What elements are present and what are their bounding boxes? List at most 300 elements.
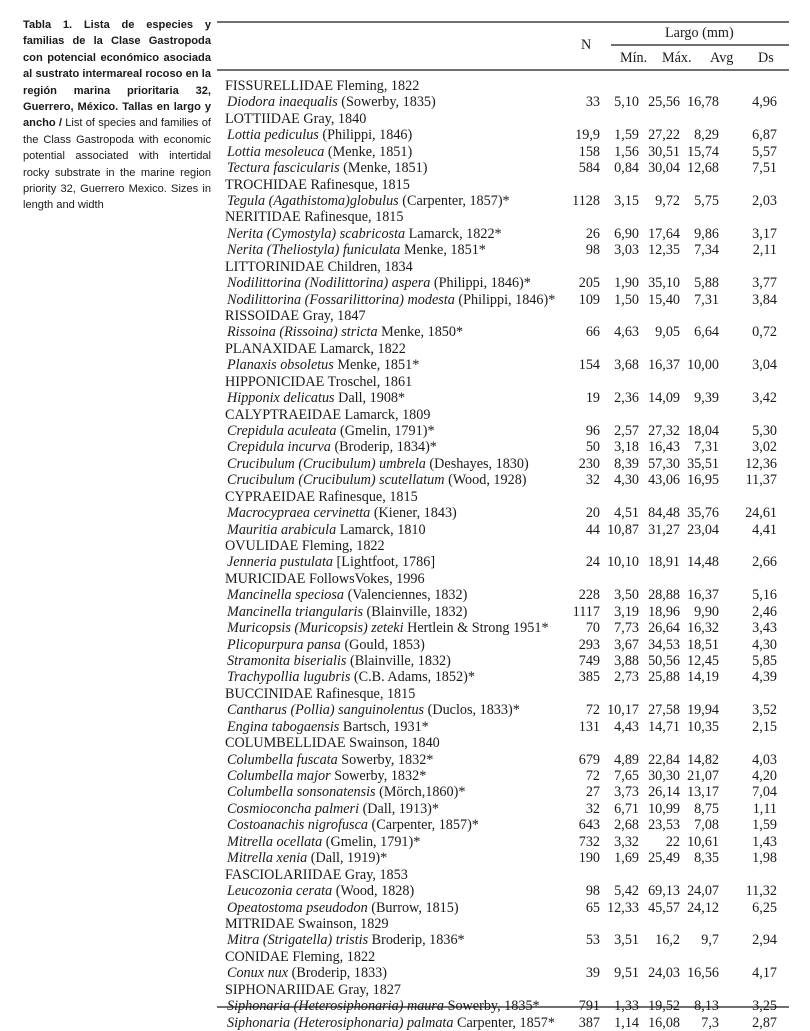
cell-ds: 3,02 xyxy=(752,439,777,456)
species-binomial: Mitrella ocellata xyxy=(227,833,323,850)
cell-max: 45,57 xyxy=(648,899,680,916)
cell-n: 27 xyxy=(585,784,600,801)
species-binomial: Nerita (Theliostyla) funiculata xyxy=(227,242,401,259)
cell-min: 1,56 xyxy=(614,143,639,160)
cell-max: 43,06 xyxy=(648,472,680,489)
cell-ds: 2,94 xyxy=(752,932,777,949)
cell-max: 69,13 xyxy=(648,883,680,900)
family-name: PLANAXIDAE Lamarck, 1822 xyxy=(225,340,406,357)
species-authority: Menke, 1851* xyxy=(400,242,486,259)
species-binomial: Crepidula incurva xyxy=(227,439,331,456)
cell-max: 16,08 xyxy=(648,1014,680,1031)
cell-min: 7,65 xyxy=(614,768,639,785)
cell-min: 3,32 xyxy=(614,833,639,850)
species-name xyxy=(227,275,531,291)
species-authority: (Mörch,1860)* xyxy=(375,784,466,801)
cell-avg: 13,17 xyxy=(687,784,719,801)
family-row xyxy=(217,341,789,357)
cell-avg: 8,75 xyxy=(694,800,719,817)
species-binomial: Nodilittorina (Fossarilittorina) modesta xyxy=(227,291,455,308)
species-name xyxy=(227,604,467,620)
cell-max: 10,99 xyxy=(648,800,680,817)
species-authority: (Broderip, 1834)* xyxy=(330,439,437,456)
species-row xyxy=(217,653,789,669)
cell-min: 3,73 xyxy=(614,784,639,801)
species-row xyxy=(217,242,789,258)
species-name xyxy=(227,834,420,850)
cell-avg: 7,08 xyxy=(694,817,719,834)
species-binomial: Siphonaria (Heterosiphonaria) maura xyxy=(227,998,445,1015)
cell-avg: 24,12 xyxy=(687,899,719,916)
family-row xyxy=(217,735,789,751)
cell-max: 26,14 xyxy=(648,784,680,801)
family-name: COLUMBELLIDAE Swainson, 1840 xyxy=(225,735,440,752)
cell-ds: 4,20 xyxy=(752,768,777,785)
cell-min: 6,90 xyxy=(614,225,639,242)
cell-ds: 6,87 xyxy=(752,127,777,144)
species-binomial: Lottia pediculus xyxy=(227,127,319,144)
cell-ds: 2,03 xyxy=(752,193,777,209)
cell-max: 27,32 xyxy=(648,423,680,440)
cell-max: 22,84 xyxy=(648,751,680,768)
cell-n: 66 xyxy=(585,324,600,341)
cell-avg: 8,29 xyxy=(694,127,719,144)
family-name: CYPRAEIDAE Rafinesque, 1815 xyxy=(225,488,418,505)
cell-n: 98 xyxy=(585,242,600,259)
cell-min: 1,50 xyxy=(614,291,639,308)
family-name: HIPPONICIDAE Troschel, 1861 xyxy=(225,373,413,390)
species-binomial: Hipponix delicatus xyxy=(227,390,335,407)
family-row xyxy=(217,489,789,505)
cell-ds: 3,52 xyxy=(752,702,777,719)
cell-n: 33 xyxy=(585,94,600,111)
cell-ds: 5,85 xyxy=(752,653,777,670)
header-min: Mín. xyxy=(620,50,648,66)
species-row xyxy=(217,127,789,143)
species-binomial: Plicopurpura pansa xyxy=(227,636,341,653)
cell-avg: 18,51 xyxy=(687,636,719,653)
species-name xyxy=(227,817,479,833)
cell-avg: 6,64 xyxy=(694,324,719,341)
species-name xyxy=(227,357,419,373)
cell-avg: 9,39 xyxy=(694,390,719,407)
species-binomial: Columbella major xyxy=(227,768,331,785)
table-top-rule xyxy=(217,21,789,23)
cell-ds: 5,57 xyxy=(752,143,777,160)
header-avg: Avg xyxy=(710,50,734,66)
species-binomial: Cosmioconcha palmeri xyxy=(227,800,360,817)
cell-n: 158 xyxy=(578,143,600,160)
cell-avg: 5,75 xyxy=(694,193,719,209)
species-row xyxy=(217,144,789,160)
cell-n: 24 xyxy=(585,554,600,571)
species-binomial: Muricopsis (Muricopsis) zeteki xyxy=(227,620,404,637)
species-name xyxy=(227,932,465,948)
species-binomial: Tegula (Agathistoma)globulus xyxy=(227,193,399,209)
species-name xyxy=(227,456,529,472)
cell-avg: 10,61 xyxy=(687,833,719,850)
cell-n: 131 xyxy=(578,718,600,735)
species-authority: (Philippi, 1846)* xyxy=(454,291,556,308)
species-authority: (Philippi, 1846) xyxy=(318,127,413,144)
cell-min: 10,87 xyxy=(607,521,639,538)
family-name: FISSURELLIDAE Fleming, 1822 xyxy=(225,78,420,94)
cell-avg: 16,56 xyxy=(687,965,719,982)
cell-n: 293 xyxy=(578,636,600,653)
cell-min: 4,51 xyxy=(614,505,639,522)
species-authority: (Philippi, 1846)* xyxy=(430,275,531,292)
species-authority: (Dall, 1919)* xyxy=(307,850,388,867)
cell-max: 18,91 xyxy=(648,554,680,571)
species-authority: Lamarck, 1810 xyxy=(336,521,426,538)
species-name xyxy=(227,472,527,488)
species-binomial: Leucozonia cerata xyxy=(227,883,333,900)
cell-min: 4,63 xyxy=(614,324,639,341)
species-authority: (Blainville, 1832) xyxy=(346,653,451,670)
species-row xyxy=(217,637,789,653)
cell-ds: 3,25 xyxy=(752,998,777,1015)
cell-ds: 12,36 xyxy=(745,455,777,472)
cell-max: 26,64 xyxy=(648,620,680,637)
cell-ds: 3,42 xyxy=(752,390,777,407)
species-row xyxy=(217,292,789,308)
cell-avg: 7,34 xyxy=(694,242,719,259)
species-binomial: Cantharus (Pollia) sanguinolentus xyxy=(227,702,425,719)
species-binomial: Costoanachis nigrofusca xyxy=(227,817,368,834)
cell-n: 96 xyxy=(585,423,600,440)
cell-avg: 10,00 xyxy=(687,357,719,374)
cell-avg: 18,04 xyxy=(687,423,719,440)
species-name xyxy=(227,324,463,340)
cell-avg: 9,90 xyxy=(694,603,719,620)
species-name xyxy=(227,423,435,439)
family-row xyxy=(217,78,789,94)
cell-max: 57,30 xyxy=(648,455,680,472)
species-authority: (Broderip, 1833) xyxy=(288,965,387,982)
cell-ds: 2,66 xyxy=(752,554,777,571)
family-name: CONIDAE Fleming, 1822 xyxy=(225,948,376,965)
species-binomial: Trachypollia lugubris xyxy=(227,669,351,686)
family-row xyxy=(217,259,789,275)
cell-max: 25,49 xyxy=(648,850,680,867)
species-row xyxy=(217,193,789,209)
species-row xyxy=(217,226,789,242)
cell-max: 14,71 xyxy=(648,718,680,735)
cell-min: 1,14 xyxy=(614,1014,639,1031)
header-max: Máx. xyxy=(662,50,692,66)
cell-max: 30,51 xyxy=(648,143,680,160)
species-row xyxy=(217,554,789,570)
species-authority: (Gmelin, 1791)* xyxy=(322,833,421,850)
cell-max: 30,30 xyxy=(648,768,680,785)
cell-min: 7,73 xyxy=(614,620,639,637)
species-row xyxy=(217,604,789,620)
cell-avg: 35,51 xyxy=(687,455,719,472)
species-authority: Sowerby, 1835* xyxy=(444,998,540,1015)
family-row xyxy=(217,982,789,998)
species-name xyxy=(227,900,459,916)
species-row xyxy=(217,472,789,488)
cell-avg: 23,04 xyxy=(687,521,719,538)
species-authority: Sowerby, 1832* xyxy=(330,768,427,785)
cell-n: 1128 xyxy=(572,193,600,209)
species-name xyxy=(227,587,467,603)
species-binomial: Engina tabogaensis xyxy=(227,718,340,735)
species-binomial: Mitrella xenia xyxy=(227,850,308,867)
cell-min: 1,69 xyxy=(614,850,639,867)
species-row xyxy=(217,522,789,538)
cell-min: 4,89 xyxy=(614,751,639,768)
species-row xyxy=(217,801,789,817)
cell-n: 385 xyxy=(578,669,600,686)
cell-ds: 3,04 xyxy=(752,357,777,374)
cell-max: 18,96 xyxy=(648,603,680,620)
cell-ds: 0,72 xyxy=(752,324,777,341)
cell-max: 30,04 xyxy=(648,160,680,177)
cell-avg: 10,35 xyxy=(687,718,719,735)
family-row xyxy=(217,867,789,883)
species-name xyxy=(227,669,475,685)
cell-ds: 5,16 xyxy=(752,587,777,604)
cell-n: 72 xyxy=(585,702,600,719)
cell-ds: 4,41 xyxy=(752,521,777,538)
cell-ds: 3,77 xyxy=(752,275,777,292)
family-name: TROCHIDAE Rafinesque, 1815 xyxy=(225,176,410,193)
cell-max: 9,72 xyxy=(655,193,680,209)
cell-n: 39 xyxy=(585,965,600,982)
cell-avg: 14,82 xyxy=(687,751,719,768)
cell-ds: 4,30 xyxy=(752,636,777,653)
species-binomial: Planaxis obsoletus xyxy=(227,357,334,374)
cell-min: 1,33 xyxy=(614,998,639,1015)
cell-max: 31,27 xyxy=(648,521,680,538)
cell-min: 5,10 xyxy=(614,94,639,111)
cell-n: 32 xyxy=(585,800,600,817)
cell-max: 15,40 xyxy=(648,291,680,308)
cell-n: 230 xyxy=(578,455,600,472)
cell-ds: 11,32 xyxy=(745,883,777,900)
species-row xyxy=(217,357,789,373)
species-binomial: Crucibulum (Crucibulum) scutellatum xyxy=(227,472,445,489)
cell-ds: 7,04 xyxy=(752,784,777,801)
species-authority: (Wood, 1928) xyxy=(444,472,527,489)
cell-avg: 16,37 xyxy=(687,587,719,604)
species-authority: (Carpenter, 1857)* xyxy=(367,817,479,834)
species-name xyxy=(227,94,436,110)
cell-n: 65 xyxy=(585,899,600,916)
species-row xyxy=(217,324,789,340)
group-header-rule xyxy=(611,44,789,46)
species-name xyxy=(227,850,387,866)
species-authority: (Gould, 1853) xyxy=(340,636,425,653)
cell-n: 791 xyxy=(578,998,600,1015)
species-authority: (Sowerby, 1835) xyxy=(337,94,436,111)
species-row xyxy=(217,834,789,850)
species-binomial: Jenneria pustulata xyxy=(227,554,333,571)
cell-n: 72 xyxy=(585,768,600,785)
species-authority: Sowerby, 1832* xyxy=(337,751,434,768)
species-row xyxy=(217,669,789,685)
cell-ds: 5,30 xyxy=(752,423,777,440)
species-authority: Dall, 1908* xyxy=(334,390,406,407)
cell-max: 34,53 xyxy=(648,636,680,653)
cell-min: 3,88 xyxy=(614,653,639,670)
cell-ds: 1,43 xyxy=(752,833,777,850)
cell-n: 749 xyxy=(578,653,600,670)
cell-max: 50,56 xyxy=(648,653,680,670)
header-ds: Ds xyxy=(758,50,774,66)
family-row xyxy=(217,209,789,225)
species-binomial: Siphonaria (Heterosiphonaria) palmata xyxy=(227,1014,454,1031)
cell-ds: 3,17 xyxy=(752,225,777,242)
family-row xyxy=(217,571,789,587)
species-authority: (Burrow, 1815) xyxy=(367,899,459,916)
cell-ds: 1,98 xyxy=(752,850,777,867)
cell-min: 8,39 xyxy=(614,455,639,472)
family-row xyxy=(217,407,789,423)
species-binomial: Crucibulum (Crucibulum) umbrela xyxy=(227,455,426,472)
family-name: MITRIDAE Swainson, 1829 xyxy=(225,915,389,932)
cell-n: 53 xyxy=(585,932,600,949)
caption-english: List of species and families of the Class Gastropoda with economic potential associated with intertidal rocky substrate in the marine region priority 32, Guerrero Mexico. Sizes in length and width xyxy=(23,117,211,212)
family-row xyxy=(217,686,789,702)
cell-max: 16,37 xyxy=(648,357,680,374)
cell-n: 205 xyxy=(578,275,600,292)
family-name: SIPHONARIIDAE Gray, 1827 xyxy=(225,981,402,998)
cell-ds: 4,96 xyxy=(752,94,777,111)
cell-avg: 7,31 xyxy=(694,439,719,456)
cell-ds: 24,61 xyxy=(745,505,777,522)
cell-ds: 1,59 xyxy=(752,817,777,834)
cell-n: 387 xyxy=(578,1014,600,1031)
cell-n: 584 xyxy=(578,160,600,177)
species-authority: (Wood, 1828) xyxy=(332,883,415,900)
cell-max: 17,64 xyxy=(648,225,680,242)
cell-n: 50 xyxy=(585,439,600,456)
species-row xyxy=(217,587,789,603)
cell-ds: 3,43 xyxy=(752,620,777,637)
species-authority: (Menke, 1851) xyxy=(339,160,428,177)
cell-n: 109 xyxy=(578,291,600,308)
cell-avg: 7,31 xyxy=(694,291,719,308)
cell-n: 643 xyxy=(578,817,600,834)
cell-min: 10,17 xyxy=(607,702,639,719)
species-row xyxy=(217,932,789,948)
species-name xyxy=(227,292,555,308)
species-name xyxy=(227,998,540,1014)
cell-max: 19,52 xyxy=(648,998,680,1015)
species-name xyxy=(227,784,465,800)
cell-min: 2,36 xyxy=(614,390,639,407)
species-binomial: Columbella fuscata xyxy=(227,751,338,768)
family-row xyxy=(217,308,789,324)
table-caption xyxy=(23,17,211,214)
cell-avg: 16,78 xyxy=(687,94,719,111)
cell-min: 12,33 xyxy=(607,899,639,916)
cell-n: 228 xyxy=(578,587,600,604)
species-authority: (Gmelin, 1791)* xyxy=(336,423,435,440)
cell-max: 27,22 xyxy=(648,127,680,144)
cell-max: 9,05 xyxy=(655,324,680,341)
cell-ds: 11,37 xyxy=(745,472,777,489)
species-row xyxy=(217,719,789,735)
species-row xyxy=(217,965,789,981)
cell-min: 2,73 xyxy=(614,669,639,686)
header-largo-group: Largo (mm) xyxy=(665,25,734,41)
cell-ds: 4,39 xyxy=(752,669,777,686)
header-bottom-rule xyxy=(217,69,789,71)
species-binomial: Macrocypraea cervinetta xyxy=(227,505,371,522)
cell-avg: 15,74 xyxy=(687,143,719,160)
species-row xyxy=(217,439,789,455)
family-row xyxy=(217,177,789,193)
cell-max: 25,56 xyxy=(648,94,680,111)
cell-min: 0,84 xyxy=(614,160,639,177)
cell-min: 3,03 xyxy=(614,242,639,259)
cell-avg: 8,35 xyxy=(694,850,719,867)
species-row xyxy=(217,752,789,768)
cell-min: 3,67 xyxy=(614,636,639,653)
species-row xyxy=(217,160,789,176)
species-name xyxy=(227,637,425,653)
species-authority: (Menke, 1851) xyxy=(324,143,413,160)
cell-ds: 2,87 xyxy=(752,1014,777,1031)
family-name: BUCCINIDAE Rafinesque, 1815 xyxy=(225,685,416,702)
family-row xyxy=(217,111,789,127)
species-binomial: Lottia mesoleuca xyxy=(227,143,325,160)
cell-ds: 4,03 xyxy=(752,751,777,768)
cell-max: 35,10 xyxy=(648,275,680,292)
species-name xyxy=(227,127,412,143)
species-name xyxy=(227,505,457,521)
cell-n: 20 xyxy=(585,505,600,522)
cell-avg: 16,95 xyxy=(687,472,719,489)
species-row xyxy=(217,390,789,406)
cell-max: 23,53 xyxy=(648,817,680,834)
species-authority: Carpenter, 1857* xyxy=(453,1014,555,1031)
species-authority: Broderip, 1836* xyxy=(368,932,465,949)
cell-n: 190 xyxy=(578,850,600,867)
species-row xyxy=(217,505,789,521)
species-authority: (Carpenter, 1857)* xyxy=(398,193,510,209)
cell-ds: 4,17 xyxy=(752,965,777,982)
cell-n: 32 xyxy=(585,472,600,489)
species-name xyxy=(227,390,405,406)
cell-ds: 2,11 xyxy=(752,242,777,259)
cell-min: 2,68 xyxy=(614,817,639,834)
cell-avg: 35,76 xyxy=(687,505,719,522)
cell-n: 19 xyxy=(585,390,600,407)
species-authority: (Valenciennes, 1832) xyxy=(344,587,468,604)
cell-avg: 19,94 xyxy=(687,702,719,719)
cell-max: 12,35 xyxy=(648,242,680,259)
species-name xyxy=(227,193,510,209)
cell-min: 9,51 xyxy=(614,965,639,982)
cell-min: 5,42 xyxy=(614,883,639,900)
species-binomial: Mancinella speciosa xyxy=(227,587,345,604)
family-name: CALYPTRAEIDAE Lamarck, 1809 xyxy=(225,406,431,423)
cell-max: 27,58 xyxy=(648,702,680,719)
species-authority: Menke, 1851* xyxy=(333,357,420,374)
family-row xyxy=(217,949,789,965)
family-name: OVULIDAE Fleming, 1822 xyxy=(225,538,385,555)
cell-avg: 12,45 xyxy=(687,653,719,670)
cell-n: 44 xyxy=(585,521,600,538)
family-name: LITTORINIDAE Children, 1834 xyxy=(225,258,413,275)
cell-avg: 9,86 xyxy=(694,225,719,242)
species-name xyxy=(227,160,427,176)
cell-avg: 14,19 xyxy=(687,669,719,686)
